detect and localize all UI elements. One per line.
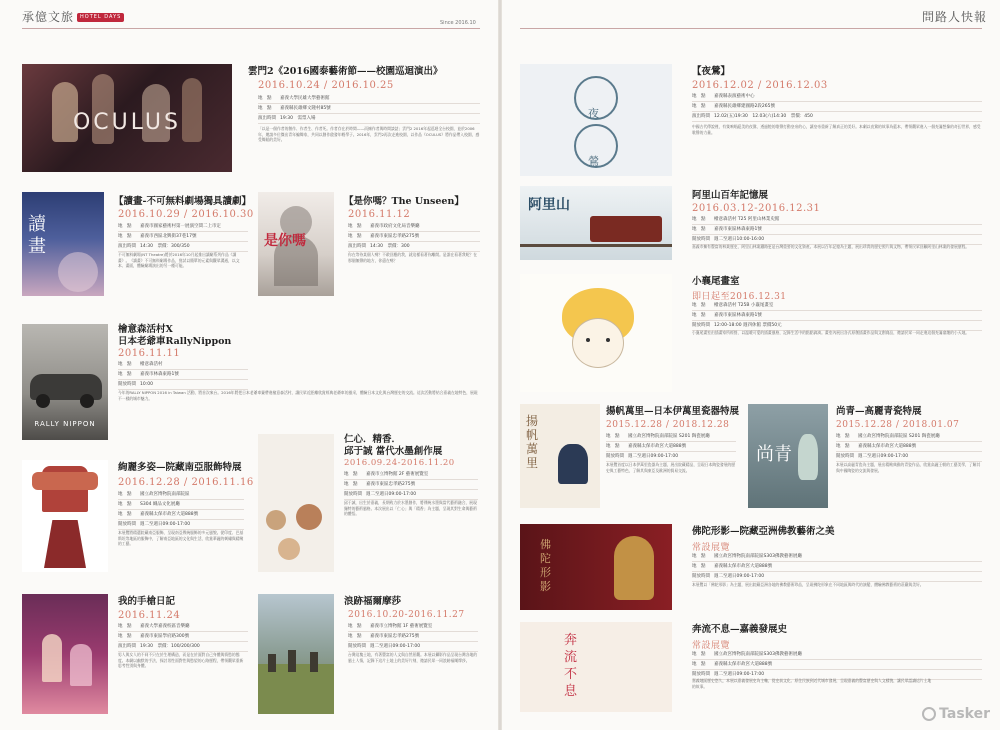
event-description: 今年的RALLY NIPPON 2016 in Taiwan 活動，將首次來台。2016年將把日本老爺車賽帶進檜意森活村，讓民眾近距離欣賞經典老爺車的風采，體驗日本文化與台灣歷史的交流。這次活動將結合嘉義在地特色，展現不一樣的城市魅力。 <box>118 390 478 401</box>
event-title: 尚青—高麗青瓷特展 <box>836 406 922 417</box>
watermark: Tasker <box>922 706 990 722</box>
event-title: 【讀畫-不可無料劇場獨具讀劇】 <box>114 196 251 207</box>
event-description: 你在等待某個人嗎？不敢回應的我，就這樣看著你離開。是誰在看著我呢？在那個無聲的地方，你還在嗎？ <box>348 252 478 263</box>
event-meta: 地 點 嘉義市國家藝術村第一展演空間二上市定 地 點 嘉義市西區北興街37巷17號 演出時間 14:30 票價：300/350 <box>118 222 248 252</box>
event-image-studio <box>520 274 672 392</box>
event-image-alishan <box>520 186 672 260</box>
event-meta: 地 點 國立故宮博物院南部院區S303佛教藝術展廳 地 點 嘉義縣太保市故宮大道888號 開放時間 週二至週日09:00-17:00 <box>692 552 982 582</box>
event-title: 奔流不息—嘉義發展史 <box>692 624 788 635</box>
left-title: 承億文旅 <box>22 10 75 24</box>
event-date: 2016.11.11 <box>118 348 181 359</box>
unseen-title-art: 是你嗎 <box>264 233 306 249</box>
event-date: 2016.03.12-2016.12.31 <box>692 203 821 214</box>
event-meta: 地 點 國立故宮博物院南部院區 S201 陶瓷展廳 地 點 嘉義縣太保市故宮大道888號 開放時間 週二至週日09:00-17:00 <box>606 432 736 462</box>
event-image-pistol <box>22 594 108 714</box>
event-image-costumes <box>22 460 108 572</box>
event-date: 2015.12.28 / 2018.01.07 <box>836 420 960 430</box>
event-meta: 地 點 嘉義市立博物館 2F 藝術展覽室 地 點 嘉義市東區忠孝路275號 開放時間 週二至週日09:00-17:00 <box>344 470 478 500</box>
event-meta: 地 點 嘉義大學民雄大學藝術館 地 點 嘉義縣民雄鄉文隆村85號 演出時間 19:30 需票入場 <box>258 94 480 124</box>
event-date: 2016.12.02 / 2016.12.03 <box>692 80 828 91</box>
event-description: 男人與女人的不同不只在於生理構造，而是在於面對自己身體與情慾的態度。本劇以幽默的手法，探討男性面對性與慾望的心路歷程，帶領觀眾重新思考性別與身體。 <box>118 652 244 669</box>
header-rule <box>22 28 480 29</box>
event-meta: 地 點 檜意森活村 T25 阿里山林業史館 地 點 嘉義市東區林森東路1號 開放時間 週二至週日10:00-16:00 <box>692 215 982 245</box>
event-description: 本展以高麗青瓷為主題，展出精緻典雅的青瓷作品，欣賞高麗王朝的工藝美學，了解其與中國陶瓷的交流與發展。 <box>836 462 981 473</box>
event-title: 浪跡福爾摩莎 <box>344 596 402 607</box>
event-image-buddha <box>520 524 672 610</box>
event-image-celadon <box>748 404 828 508</box>
event-description: 台灣這塊土地，有著豐富的人文與自然景觀。本展以攝影作品呈現台灣各地的風土人情，記錄下這片土地上的美好片刻，邀請民眾一同浪跡福爾摩莎。 <box>348 652 478 663</box>
right-running-head: 問路人快報 <box>922 10 988 24</box>
event-meta: 地 點 國立故宮博物院南部院區 地 點 S304 織品文化展廳 地 點 嘉義縣太保市故宮大道888號 開放時間 週二至週日09:00-17:00 <box>118 490 244 530</box>
event-description: 小襄尾畫室由插畫家所經營，以溫暖可愛的插畫風格，記錄生活中的點點滴滴。畫室內展出各式原創插畫作品與文創商品，邀請民眾一同走進這個充滿童趣的小天地。 <box>692 330 970 335</box>
brand-tag: HOTEL DAYS <box>77 13 124 22</box>
header-rule <box>520 28 982 29</box>
event-date: 2016.11.12 <box>348 209 411 220</box>
event-date: 2016.10.24 / 2016.10.25 <box>258 80 394 91</box>
alishan-title-art: 阿里山 <box>528 197 570 213</box>
event-description: 本展覽以「佛陀形影」為主題，展出院藏亞洲各地的佛教藝術珍品，呈現佛陀形象在不同地區與時代的演變，體驗佛教藝術的莊嚴與美好。 <box>692 582 924 587</box>
event-title: 揚帆萬里—日本伊萬里瓷器特展 <box>606 406 740 417</box>
left-page <box>0 0 498 730</box>
event-date: 2016.10.20-2016.11.27 <box>348 610 465 620</box>
event-image-unseen <box>258 192 334 296</box>
event-title: 小襄尾畫室 <box>692 276 740 287</box>
nightingale-title-art: 夜鶯 <box>588 107 599 168</box>
chiayi-title-art: 奔流不息 <box>564 633 578 699</box>
event-date: 2016.11.24 <box>118 610 181 621</box>
event-meta: 地 點 嘉義縣表演藝術中心 地 點 嘉義縣民雄鄉建國路2段265號 演出時間 12.02(五)19:30 12.03(六)14:30 票價：450 <box>692 92 982 122</box>
rally-wordmark: RALLY NIPPON <box>34 420 96 428</box>
reading-title-art: 讀畫 <box>28 214 46 257</box>
event-date: 即日起至2016.12.31 <box>692 292 787 302</box>
event-title: 佛陀形影—院藏亞洲佛教藝術之美 <box>692 526 835 537</box>
event-title: 阿里山百年記憶展 <box>692 190 769 201</box>
event-description: 嘉義地區歷史悠久，本展以嘉義發展史為主軸，從史前文化、原住民族到近代城市發展，呈現嘉義的豐富歷史與人文樣貌，讓民眾認識這片土地的故事。 <box>692 678 932 689</box>
event-meta: 地 點 國立故宮博物院南部院區 S201 陶瓷展廳 地 點 嘉義縣太保市故宮大道888號 開放時間 週二至週日09:00-17:00 <box>836 432 982 462</box>
event-date: 2016.12.28 / 2016.11.16 <box>118 477 254 488</box>
event-description: 本展覽將精選院藏南亞服飾，呈現南亞傳統服飾的多元風貌。從印度、巴基斯坦等地區的服飾中，了解南亞地區的文化與生活，欣賞華麗的刺繡與精緻的工藝。 <box>118 530 244 547</box>
right-page <box>502 0 1000 730</box>
buddha-title-art: 佛陀形影 <box>540 538 551 593</box>
event-meta: 地 點 嘉義市政府文化局音樂廳 地 點 嘉義市東區忠孝路275號 演出時間 14:30 票價：300 <box>348 222 480 252</box>
event-image-formosa <box>258 594 334 714</box>
event-description: 「以是一個作者的創作、作者生、作者死。作者存在於時間——而擁作者與時間談話」雲門2 2016年起巡迴全台校園，並於2006年，邀請多位傑出青年編舞家，共同以創作啟發年輕學子。2016年，雲門2再次走進校園，以作品《OCULUS》將作品帶入校園，感受舞蹈的美好。 <box>258 126 480 143</box>
event-date: 常設展覽 <box>692 641 731 651</box>
event-description: 嘉義市擁有豐富的林業歷史，阿里山林業鐵路更是台灣重要的文化資產。本展以百年記憶為主題，展出珍貴的歷史照片與文物，帶領民眾回顧阿里山林業的發展歷程。 <box>692 244 970 249</box>
event-date: 常設展覽 <box>692 543 731 553</box>
event-date: 2016.10.29 / 2016.10.30 <box>118 209 254 220</box>
event-image-rally <box>22 324 108 440</box>
event-meta: 地 點 國立故宮博物院南部院區S303佛教藝術展廳 地 點 嘉義縣太保市故宮大道888號 開放時間 週二至週日09:00-17:00 <box>692 650 982 680</box>
imari-title-art: 揚帆萬里 <box>526 414 539 470</box>
event-date: 2015.12.28 / 2018.12.28 <box>606 420 730 430</box>
event-title: 雲門2《2016國泰藝術節——校園巡迴演出》 <box>248 66 443 77</box>
left-running-head <box>22 8 124 25</box>
event-meta: 地 點 嘉義大學嘉義校區音樂廳 地 點 嘉義市東區學府路300號 演出時間 19:30 票價：100/200/300 <box>118 622 248 652</box>
since-label: Since 2016.10 <box>440 20 476 26</box>
event-description: 邱于誠，出生於嘉義，長期致力於水墨創作，將傳統水墨與當代藝術融合，展現獨特的藝術風格。本次展出以「仁心」與「精香」為主題，呈現其對生命與藝術的體悟。 <box>344 500 477 517</box>
event-description: 中國古代傳說裡，有隻鳴唱絕美的夜鶯，透過牠的歌聲打動皇帝的心，讓皇帝重新了解真正的美好。本劇以夜鶯的故事為藍本，帶領觀眾進入一個充滿想像的奇幻世界，感受歌聲的力量。 <box>692 124 981 135</box>
event-title: 我的手槍日記 <box>118 596 176 607</box>
celadon-title-art: 尚青 <box>756 444 792 465</box>
event-image-imari <box>520 404 600 508</box>
event-description: 本展覽首度以日本伊萬里瓷器為主題，展出院藏精品，呈現日本陶瓷發展的歷史與工藝特色，了解其與東亞及歐洲的貿易交流。 <box>606 462 736 473</box>
event-image-chiayi <box>520 622 672 712</box>
event-meta: 地 點 檜意森活村 地 點 嘉義市林森東路1號 開放時間 10:00 <box>118 360 248 390</box>
event-title: 【夜鶯】 <box>692 66 731 77</box>
oculus-wordmark: OCULUS <box>72 110 181 135</box>
event-image-ink <box>258 434 334 572</box>
tasker-logo-icon <box>922 707 936 721</box>
event-title: 【是你嗎？The Unseen】 <box>344 196 464 207</box>
event-image-oculus <box>22 64 232 172</box>
event-meta: 地 點 嘉義市立博物館 1F 藝術展覽室 地 點 嘉義市東區忠孝路275號 開放時間 週二至週日09:00-17:00 <box>348 622 478 652</box>
event-title: 仁心．精香． 邱于誠 當代水墨創作展 <box>344 434 443 457</box>
event-image-reading <box>22 192 104 296</box>
event-meta: 地 點 檜意森活村 T25B 小襄尾畫室 地 點 嘉義市東區林森東路1號 開放時間 12:00-18:00 週四休館 票價50元 <box>692 301 982 331</box>
event-image-nightingale <box>520 64 672 176</box>
event-title: 檜意森活村X 日本老爺車RallyNippon <box>118 324 232 347</box>
event-description: 不可無料劇場(NT Theatre)將於2016年10月起推出讀劇系列作品《讀畫》。《讀畫》不可無料劇場作品，嘗試以簡單的元素與觀眾溝通，以文本、畫面，體驗劇場演出的另一種可能。 <box>118 252 240 269</box>
event-date: 2016.09.24-2016.11.20 <box>344 458 455 468</box>
event-title: 絢麗多姿—院藏南亞服飾特展 <box>118 462 242 473</box>
